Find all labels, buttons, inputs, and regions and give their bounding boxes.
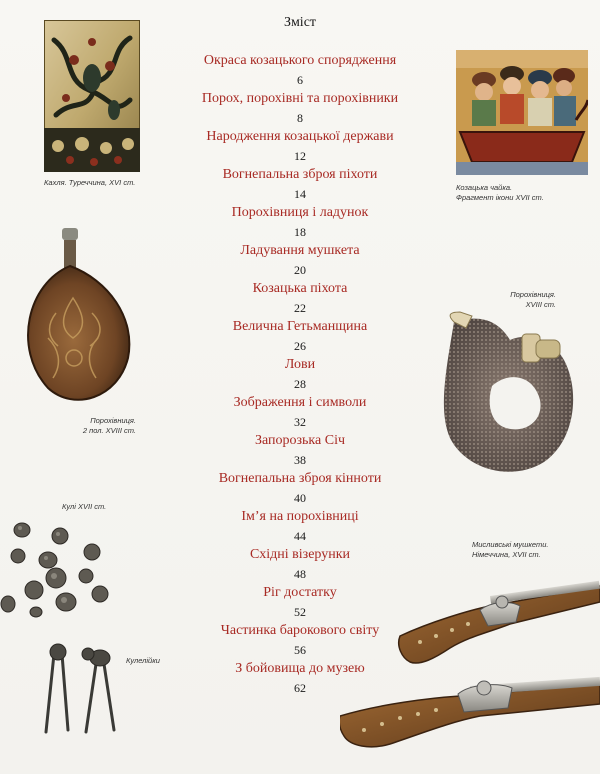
bullet-moulds-image (36, 640, 124, 736)
toc-entry-title: Ладування мушкета (240, 243, 360, 258)
toc-entry-page: 26 (294, 339, 306, 353)
toc-entry-page: 6 (297, 73, 303, 87)
toc-entry (175, 432, 425, 470)
toc-entry-page: 18 (294, 225, 306, 239)
toc-entry-page: 62 (294, 681, 306, 695)
toc-entry (175, 128, 425, 166)
powder-flask-image (18, 228, 132, 402)
toc-entry-page: 40 (294, 491, 306, 505)
moulds-caption: Кулелійки (126, 656, 160, 665)
icon-caption-line2: Фрагмент ікони XVII ст. (456, 193, 544, 202)
icon-caption-line1: Козацька чайка. (456, 183, 513, 192)
muskets-caption-line1: Мисливські мушкети. (472, 540, 549, 549)
powder-horn-image (440, 310, 586, 474)
horn-caption-line1: Порохівниця. (510, 290, 556, 299)
toc-heading: Зміст (283, 15, 317, 30)
toc-entry-page: 52 (294, 605, 306, 619)
horn-caption (440, 290, 556, 310)
toc-entry-page: 38 (294, 453, 306, 467)
toc-entry-page: 56 (294, 643, 306, 657)
toc-entry-page: 48 (294, 567, 306, 581)
muskets-caption-line2: Німеччина, XVII ст. (472, 550, 541, 559)
toc-entry (175, 356, 425, 394)
toc-entry-title: Вогнепальна зброя піхоти (222, 167, 378, 182)
toc-entry-page: 14 (294, 187, 306, 201)
toc-entry (175, 280, 425, 318)
toc-entry-title: Запорозька Січ (254, 433, 346, 448)
toc-entry-title: Велична Гетьманщина (232, 319, 368, 334)
toc-entry-title: Частинка барокового світу (220, 623, 380, 638)
toc-entry (175, 166, 425, 204)
toc-entry-page: 32 (294, 415, 306, 429)
bullets-caption: Кулі XVII ст. (62, 502, 107, 511)
toc-entry-page: 12 (294, 149, 306, 163)
toc-entry (175, 318, 425, 356)
toc-entry-title: Східні візерунки (249, 547, 351, 562)
toc-entry (175, 204, 425, 242)
toc-entry-title: Козацька піхота (252, 281, 348, 296)
horn-caption-line2: XVIII ст. (525, 300, 556, 309)
flask-caption-line2: 2 пол. XVIII ст. (82, 426, 136, 435)
toc-entry-page: 8 (297, 111, 303, 125)
toc-entry-title: Ріг достатку (263, 585, 337, 600)
toc-entry-title: З бойовища до музею (235, 661, 365, 676)
flask-caption-line1: Порохівниця. (90, 416, 136, 425)
toc-entry-page: 28 (294, 377, 306, 391)
hunting-muskets-image (340, 566, 600, 766)
toc-entry-title: Народження козацької держави (206, 129, 394, 144)
toc-entry (175, 90, 425, 128)
toc-entry-title: Ім’я на порохівниці (241, 509, 359, 524)
muskets-caption (472, 540, 592, 560)
toc-entry-title: Зображення і символи (233, 395, 367, 410)
toc-entry-title: Вогнепальна зброя кінноти (218, 471, 382, 486)
toc-entry-title: Порох, порохівні та порохівники (201, 91, 399, 106)
toc-entry-page: 44 (294, 529, 306, 543)
toc-entry-page: 20 (294, 263, 306, 277)
ceramic-tile-image (44, 20, 140, 172)
toc-entry (175, 394, 425, 432)
toc-entry-page: 22 (294, 301, 306, 315)
toc-entry-title: Окраса козацького спорядження (203, 53, 397, 68)
lead-bullets-image (0, 518, 120, 618)
icon-caption (456, 183, 596, 203)
icon-fragment-image (456, 50, 588, 175)
tile-caption: Кахля. Туреччина, XVI ст. (44, 178, 136, 187)
toc-entry (175, 508, 425, 546)
toc-entry (175, 52, 425, 90)
toc-entry-title: Лови (284, 357, 316, 372)
flask-caption (20, 416, 136, 436)
toc-entry (175, 242, 425, 280)
toc-entry (175, 470, 425, 508)
toc-entry-title: Порохівниця і ладунок (231, 205, 369, 220)
